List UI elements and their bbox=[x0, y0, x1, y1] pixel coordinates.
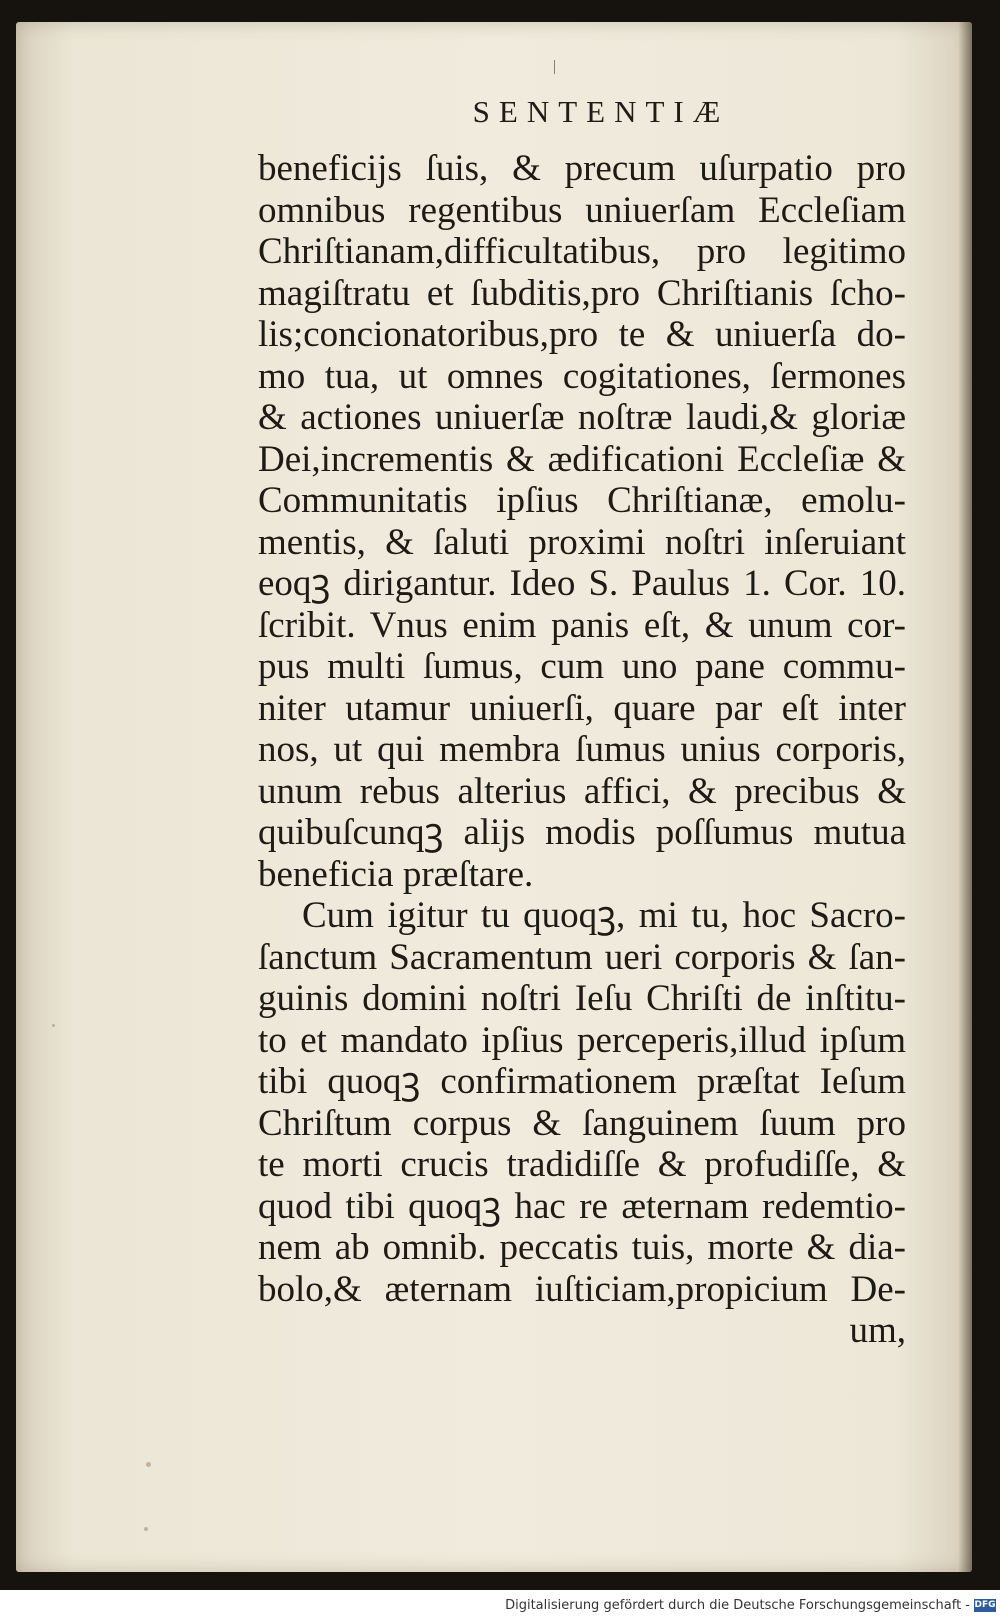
text-line: nos, ut qui membra ſumus unius corporis, bbox=[258, 729, 906, 770]
text-line: to et mandato ipſius perceperis,illud ipſum bbox=[258, 1019, 906, 1061]
text-line: quod tibi quoqꝫ hac re æternam redemtio- bbox=[258, 1185, 906, 1227]
text-line: tibi quoqꝫ confirmationem præſtat Ieſum bbox=[258, 1061, 906, 1102]
text-line: ſanctum Sacramentum ueri corporis & ſan- bbox=[258, 936, 906, 978]
text-line: pus multi ſumus, cum uno pane commu- bbox=[258, 646, 906, 687]
text-line: Dei,incrementis & ædificationi Eccleſiæ & bbox=[258, 438, 906, 480]
paper-spot bbox=[52, 1024, 55, 1027]
text-line: Chriſtianam,difficultatibus, pro legitimo bbox=[258, 231, 906, 272]
text-line: niter utamur uniuerſi, quare par eſt inter bbox=[258, 687, 906, 729]
text-line: quibuſcunqꝫ alijs modis poſſumus mutua bbox=[258, 812, 906, 853]
page-edge-shadow bbox=[958, 22, 972, 1572]
paper-spot bbox=[144, 1527, 148, 1531]
dfg-logo: DFG bbox=[974, 1600, 996, 1610]
text-line: mentis, & ſaluti proximi noſtri inſeruiant bbox=[258, 521, 906, 563]
text-line: bolo,& æternam iuſticiam,propicium De- bbox=[258, 1268, 906, 1310]
text-line: magiſtratu et ſubditis,pro Chriſtianis ſcho- bbox=[258, 272, 906, 314]
page-tick-mark bbox=[554, 60, 555, 74]
text-line: unum rebus alterius affici, & precibus & bbox=[258, 770, 906, 812]
text-line: ſcribit. Vnus enim panis eſt, & unum cor- bbox=[258, 604, 906, 646]
footer-bar bbox=[0, 1590, 1000, 1620]
text-line: mo tua, ut omnes cogitationes, ſermones bbox=[258, 355, 906, 397]
text-line: Communitatis ipſius Chriſtianæ, emolu- bbox=[258, 480, 906, 521]
text-line: beneficijs ſuis, & precum uſurpatio pro bbox=[258, 148, 906, 189]
text-line: & actiones uniuerſæ noſtræ laudi,& gloriæ bbox=[258, 397, 906, 438]
running-head: SENTENTIÆ bbox=[472, 94, 730, 129]
text-line: eoqꝫ dirigantur. Ideo S. Paulus 1. Cor. 10. bbox=[258, 563, 906, 604]
paragraph-first-line: Cum igitur tu quoqꝫ, mi tu, hoc Sacro- bbox=[302, 895, 906, 936]
text-line: te morti crucis tradidiſſe & profudiſſe, & bbox=[258, 1144, 906, 1185]
text-line: Chriſtum corpus & ſanguinem ſuum pro bbox=[258, 1102, 906, 1144]
paper-spot bbox=[146, 1462, 151, 1467]
funding-credit: Digitalisierung gefördert durch die Deutsche Forschungsgemeinschaft - bbox=[505, 1598, 970, 1613]
body-text bbox=[258, 148, 906, 1352]
text-line: nem ab omnib. peccatis tuis, morte & dia- bbox=[258, 1227, 906, 1268]
text-line: guinis domini noſtri Ieſu Chriſti de inſtitu- bbox=[258, 978, 906, 1019]
text-line: lis;concionatoribus,pro te & uniuerſa do- bbox=[258, 314, 906, 355]
text-line: beneficia præſtare. bbox=[258, 853, 534, 895]
text-line: omnibus regentibus uniuerſam Eccleſiam bbox=[258, 189, 906, 231]
catchword: um, bbox=[849, 1310, 906, 1351]
